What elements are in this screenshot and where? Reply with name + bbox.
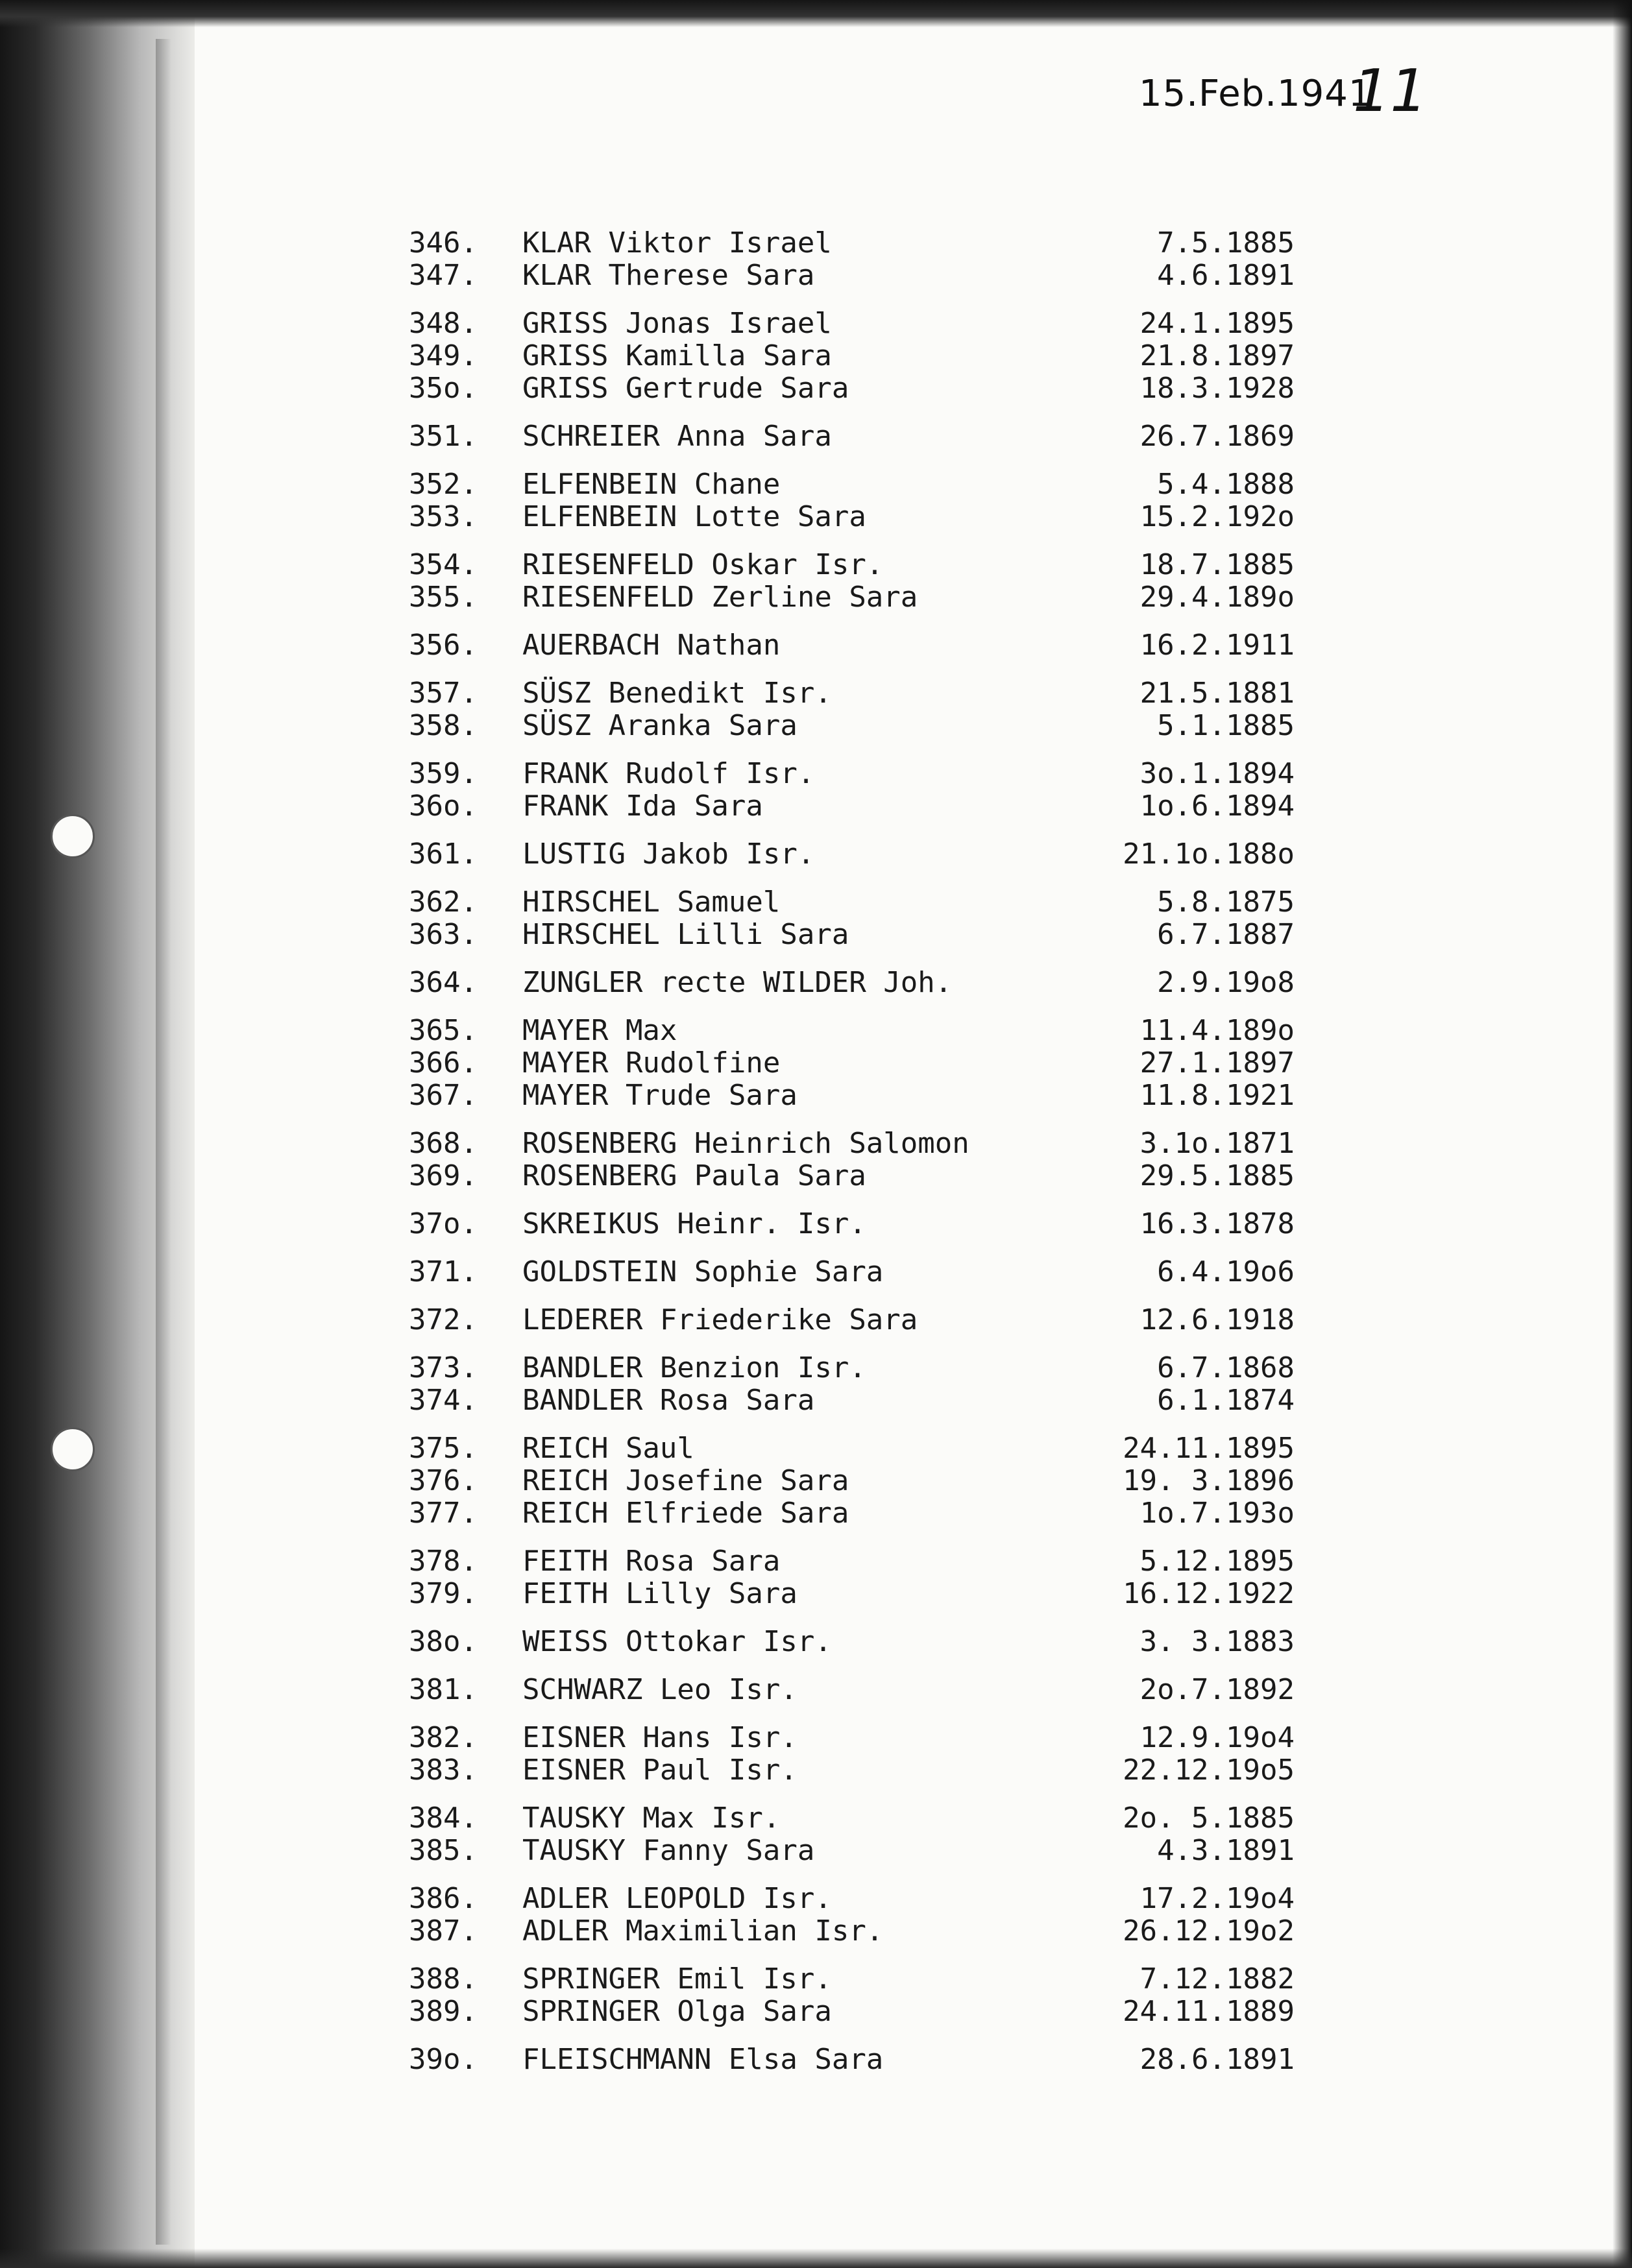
list-entry xyxy=(409,919,1304,951)
person-name: SPRINGER Emil Isr. xyxy=(522,1962,832,1996)
birth-date: 18.3.1928 xyxy=(1139,372,1295,405)
entry-group xyxy=(409,420,1304,453)
entry-number: 362. xyxy=(409,886,478,919)
entry-number: 376. xyxy=(409,1464,478,1497)
person-name: MAYER Trude Sara xyxy=(522,1079,798,1112)
date-stamp: 15.Feb.1941 xyxy=(1139,73,1372,115)
list-entry xyxy=(409,967,1304,999)
list-entry xyxy=(409,1915,1304,1948)
person-name: ELFENBEIN Lotte Sara xyxy=(522,500,866,533)
birth-date: 4.3.1891 xyxy=(1157,1834,1295,1867)
right-edge-shadow xyxy=(1613,0,1632,2268)
person-name: FEITH Lilly Sara xyxy=(522,1577,798,1610)
birth-date: 3o.1.1894 xyxy=(1139,757,1295,790)
list-entry xyxy=(409,1256,1304,1288)
list-entry xyxy=(409,1352,1304,1384)
person-name: SÜSZ Benedikt Isr. xyxy=(522,677,832,710)
list-entry xyxy=(409,677,1304,710)
person-name: TAUSKY Max Isr. xyxy=(522,1802,781,1835)
person-name: ROSENBERG Paula Sara xyxy=(522,1159,866,1192)
entry-group xyxy=(409,1674,1304,1706)
list-entry xyxy=(409,308,1304,340)
entry-number: 359. xyxy=(409,757,478,790)
birth-date: 5.8.1875 xyxy=(1157,886,1295,919)
entry-group xyxy=(409,2044,1304,2076)
birth-date: 11.4.189o xyxy=(1139,1014,1295,1047)
birth-date: 28.6.1891 xyxy=(1139,2043,1295,2076)
entry-group xyxy=(409,549,1304,614)
person-name: ELFENBEIN Chane xyxy=(522,468,781,501)
person-name: GRISS Gertrude Sara xyxy=(522,372,849,405)
birth-date: 27.1.1897 xyxy=(1139,1046,1295,1080)
person-name: HIRSCHEL Lilli Sara xyxy=(522,918,849,951)
punch-hole xyxy=(51,1427,95,1471)
birth-date: 12.6.1918 xyxy=(1139,1303,1295,1336)
person-name: LUSTIG Jakob Isr. xyxy=(522,838,815,871)
entry-group xyxy=(409,227,1304,292)
list-entry xyxy=(409,468,1304,501)
entry-number: 363. xyxy=(409,918,478,951)
birth-date: 6.7.1887 xyxy=(1157,918,1295,951)
person-name: AUERBACH Nathan xyxy=(522,629,781,662)
list-entry xyxy=(409,420,1304,453)
birth-date: 7.12.1882 xyxy=(1139,1962,1295,1996)
entry-number: 382. xyxy=(409,1721,478,1754)
birth-date: 21.8.1897 xyxy=(1139,339,1295,372)
person-name: SCHREIER Anna Sara xyxy=(522,420,832,453)
list-entry xyxy=(409,1626,1304,1658)
birth-date: 26.12.19o2 xyxy=(1123,1914,1295,1948)
list-entry xyxy=(409,1835,1304,1867)
entry-group xyxy=(409,1626,1304,1658)
deportation-list xyxy=(409,227,1304,2092)
entry-group xyxy=(409,967,1304,999)
list-entry xyxy=(409,1545,1304,1578)
birth-date: 29.4.189o xyxy=(1139,581,1295,614)
entry-number: 365. xyxy=(409,1014,478,1047)
list-entry xyxy=(409,1465,1304,1497)
top-edge-shadow xyxy=(0,0,1632,27)
person-name: MAYER Rudolfine xyxy=(522,1046,781,1080)
entry-group xyxy=(409,1432,1304,1530)
list-entry xyxy=(409,1754,1304,1787)
entry-number: 378. xyxy=(409,1545,478,1578)
person-name: RIESENFELD Oskar Isr. xyxy=(522,548,884,581)
entry-number: 366. xyxy=(409,1046,478,1080)
entry-number: 355. xyxy=(409,581,478,614)
entry-number: 385. xyxy=(409,1834,478,1867)
birth-date: 15.2.192o xyxy=(1139,500,1295,533)
entry-group xyxy=(409,838,1304,871)
entry-number: 38o. xyxy=(409,1625,478,1658)
list-entry xyxy=(409,259,1304,292)
entry-number: 353. xyxy=(409,500,478,533)
birth-date: 2o. 5.1885 xyxy=(1123,1802,1295,1835)
list-entry xyxy=(409,501,1304,533)
person-name: ROSENBERG Heinrich Salomon xyxy=(522,1127,969,1160)
entry-number: 37o. xyxy=(409,1207,478,1240)
person-name: REICH Elfriede Sara xyxy=(522,1497,849,1530)
entry-number: 358. xyxy=(409,709,478,742)
entry-group xyxy=(409,758,1304,823)
entry-number: 381. xyxy=(409,1673,478,1706)
person-name: LEDERER Friederike Sara xyxy=(522,1303,918,1336)
entry-number: 369. xyxy=(409,1159,478,1192)
person-name: SCHWARZ Leo Isr. xyxy=(522,1673,798,1706)
person-name: ADLER LEOPOLD Isr. xyxy=(522,1882,832,1915)
birth-date: 16.3.1878 xyxy=(1139,1207,1295,1240)
birth-date: 1o.7.193o xyxy=(1139,1497,1295,1530)
person-name: TAUSKY Fanny Sara xyxy=(522,1834,815,1867)
entry-number: 348. xyxy=(409,307,478,340)
list-entry xyxy=(409,1208,1304,1240)
birth-date: 17.2.19o4 xyxy=(1139,1882,1295,1915)
list-entry xyxy=(409,1996,1304,2028)
entry-group xyxy=(409,1256,1304,1288)
birth-date: 4.6.1891 xyxy=(1157,259,1295,292)
entry-group xyxy=(409,1722,1304,1787)
person-name: SKREIKUS Heinr. Isr. xyxy=(522,1207,866,1240)
list-entry xyxy=(409,1963,1304,1996)
entry-number: 372. xyxy=(409,1303,478,1336)
entry-number: 377. xyxy=(409,1497,478,1530)
entry-group xyxy=(409,1208,1304,1240)
list-entry xyxy=(409,790,1304,823)
person-name: SÜSZ Aranka Sara xyxy=(522,709,798,742)
entry-number: 367. xyxy=(409,1079,478,1112)
punch-hole xyxy=(51,814,95,858)
person-name: FEITH Rosa Sara xyxy=(522,1545,781,1578)
birth-date: 6.1.1874 xyxy=(1157,1384,1295,1417)
list-entry xyxy=(409,1432,1304,1465)
entry-number: 351. xyxy=(409,420,478,453)
entry-group xyxy=(409,1304,1304,1336)
birth-date: 6.4.19o6 xyxy=(1157,1255,1295,1288)
birth-date: 24.11.1889 xyxy=(1123,1995,1295,2028)
birth-date: 3. 3.1883 xyxy=(1139,1625,1295,1658)
entry-group xyxy=(409,468,1304,533)
entry-number: 387. xyxy=(409,1914,478,1948)
person-name: SPRINGER Olga Sara xyxy=(522,1995,832,2028)
list-entry xyxy=(409,710,1304,742)
birth-date: 3.1o.1871 xyxy=(1139,1127,1295,1160)
entry-group xyxy=(409,1802,1304,1867)
birth-date: 19. 3.1896 xyxy=(1123,1464,1295,1497)
birth-date: 16.2.1911 xyxy=(1139,629,1295,662)
entry-group xyxy=(409,308,1304,405)
entry-group xyxy=(409,1545,1304,1610)
list-entry xyxy=(409,1578,1304,1610)
entry-group xyxy=(409,1128,1304,1192)
entry-number: 389. xyxy=(409,1995,478,2028)
list-entry xyxy=(409,1047,1304,1080)
person-name: HIRSCHEL Samuel xyxy=(522,886,781,919)
entry-group xyxy=(409,629,1304,662)
person-name: KLAR Viktor Israel xyxy=(522,226,832,259)
birth-date: 26.7.1869 xyxy=(1139,420,1295,453)
person-name: EISNER Paul Isr. xyxy=(522,1754,798,1787)
binding-edge xyxy=(156,39,171,2245)
birth-date: 16.12.1922 xyxy=(1123,1577,1295,1610)
list-entry xyxy=(409,1722,1304,1754)
entry-number: 347. xyxy=(409,259,478,292)
list-entry xyxy=(409,549,1304,581)
list-entry xyxy=(409,1015,1304,1047)
person-name: FRANK Ida Sara xyxy=(522,790,763,823)
list-entry xyxy=(409,1304,1304,1336)
person-name: FLEISCHMANN Elsa Sara xyxy=(522,2043,884,2076)
birth-date: 1o.6.1894 xyxy=(1139,790,1295,823)
birth-date: 2.9.19o8 xyxy=(1157,966,1295,999)
birth-date: 5.12.1895 xyxy=(1139,1545,1295,1578)
person-name: GRISS Jonas Israel xyxy=(522,307,832,340)
birth-date: 24.11.1895 xyxy=(1123,1432,1295,1465)
list-entry xyxy=(409,1160,1304,1192)
entry-group xyxy=(409,1015,1304,1112)
entry-number: 388. xyxy=(409,1962,478,1996)
list-entry xyxy=(409,581,1304,614)
entry-number: 384. xyxy=(409,1802,478,1835)
entry-number: 368. xyxy=(409,1127,478,1160)
list-entry xyxy=(409,1384,1304,1417)
entry-number: 39o. xyxy=(409,2043,478,2076)
entry-number: 371. xyxy=(409,1255,478,1288)
person-name: RIESENFELD Zerline Sara xyxy=(522,581,918,614)
entry-number: 349. xyxy=(409,339,478,372)
birth-date: 7.5.1885 xyxy=(1157,226,1295,259)
person-name: MAYER Max xyxy=(522,1014,677,1047)
list-entry xyxy=(409,372,1304,405)
birth-date: 21.1o.188o xyxy=(1123,838,1295,871)
list-entry xyxy=(409,1080,1304,1112)
person-name: GRISS Kamilla Sara xyxy=(522,339,832,372)
person-name: KLAR Therese Sara xyxy=(522,259,815,292)
person-name: ADLER Maximilian Isr. xyxy=(522,1914,884,1948)
birth-date: 22.12.19o5 xyxy=(1123,1754,1295,1787)
entry-number: 379. xyxy=(409,1577,478,1610)
list-entry xyxy=(409,886,1304,919)
entry-group xyxy=(409,1883,1304,1948)
person-name: GOLDSTEIN Sophie Sara xyxy=(522,1255,884,1288)
birth-date: 12.9.19o4 xyxy=(1139,1721,1295,1754)
entry-number: 383. xyxy=(409,1754,478,1787)
person-name: REICH Josefine Sara xyxy=(522,1464,849,1497)
entry-number: 357. xyxy=(409,677,478,710)
person-name: EISNER Hans Isr. xyxy=(522,1721,798,1754)
entry-number: 346. xyxy=(409,226,478,259)
person-name: ZUNGLER recte WILDER Joh. xyxy=(522,966,953,999)
entry-number: 374. xyxy=(409,1384,478,1417)
entry-number: 35o. xyxy=(409,372,478,405)
birth-date: 6.7.1868 xyxy=(1157,1351,1295,1384)
list-entry xyxy=(409,1128,1304,1160)
person-name: BANDLER Benzion Isr. xyxy=(522,1351,866,1384)
birth-date: 21.5.1881 xyxy=(1139,677,1295,710)
birth-date: 2o.7.1892 xyxy=(1139,1673,1295,1706)
entry-group xyxy=(409,677,1304,742)
page-number-mark: 11 xyxy=(1353,57,1428,125)
entry-group xyxy=(409,1963,1304,2028)
list-entry xyxy=(409,340,1304,372)
birth-date: 11.8.1921 xyxy=(1139,1079,1295,1112)
birth-date: 24.1.1895 xyxy=(1139,307,1295,340)
entry-group xyxy=(409,886,1304,951)
list-entry xyxy=(409,227,1304,259)
entry-number: 375. xyxy=(409,1432,478,1465)
list-entry xyxy=(409,1883,1304,1915)
list-entry xyxy=(409,1802,1304,1835)
entry-number: 386. xyxy=(409,1882,478,1915)
list-entry xyxy=(409,2044,1304,2076)
birth-date: 5.1.1885 xyxy=(1157,709,1295,742)
birth-date: 5.4.1888 xyxy=(1157,468,1295,501)
person-name: FRANK Rudolf Isr. xyxy=(522,757,815,790)
entry-number: 356. xyxy=(409,629,478,662)
entry-group xyxy=(409,1352,1304,1417)
birth-date: 29.5.1885 xyxy=(1139,1159,1295,1192)
bottom-edge-shadow xyxy=(0,2249,1632,2268)
entry-number: 36o. xyxy=(409,790,478,823)
person-name: WEISS Ottokar Isr. xyxy=(522,1625,832,1658)
entry-number: 361. xyxy=(409,838,478,871)
entry-number: 373. xyxy=(409,1351,478,1384)
person-name: BANDLER Rosa Sara xyxy=(522,1384,815,1417)
list-entry xyxy=(409,838,1304,871)
entry-number: 352. xyxy=(409,468,478,501)
list-entry xyxy=(409,1497,1304,1530)
entry-number: 354. xyxy=(409,548,478,581)
birth-date: 18.7.1885 xyxy=(1139,548,1295,581)
list-entry xyxy=(409,758,1304,790)
list-entry xyxy=(409,1674,1304,1706)
list-entry xyxy=(409,629,1304,662)
person-name: REICH Saul xyxy=(522,1432,694,1465)
entry-number: 364. xyxy=(409,966,478,999)
